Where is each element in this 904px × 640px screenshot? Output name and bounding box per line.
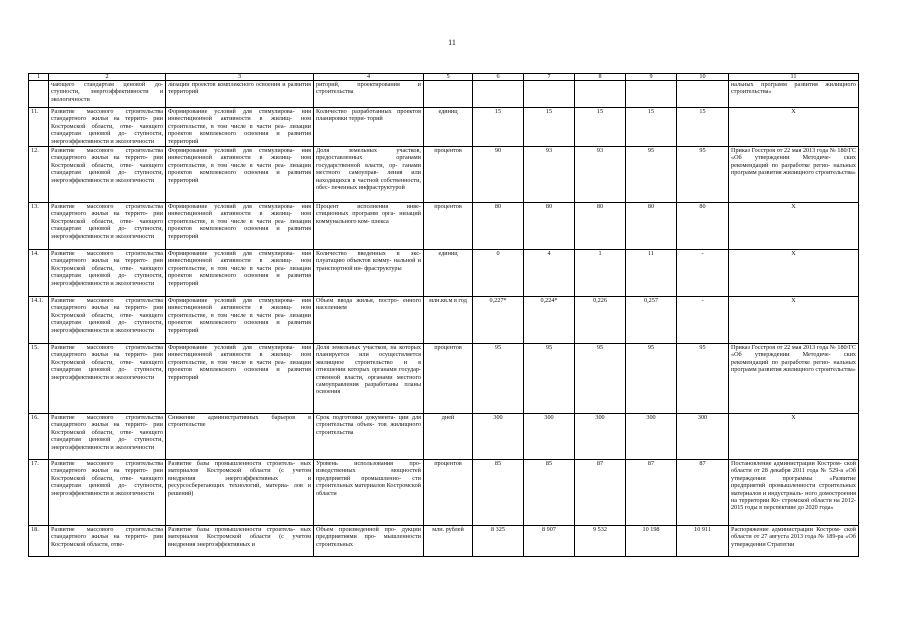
indicator-cell: Объем ввода жилья, постро- енного населением <box>314 297 424 344</box>
header-cell: 10 <box>677 74 729 81</box>
value-cell: 0,226 <box>575 297 626 344</box>
table-row <box>29 460 859 526</box>
indicators-table <box>28 73 859 557</box>
source-cell: Приказ Госстроя от 22 мая 2013 года № 180/ГС «Об утверждении Методиче- ских рекомендаций по разработке регио- нальных программ развития жилищного строительства» <box>729 147 859 203</box>
row-number: 17. <box>29 460 49 526</box>
header-row <box>29 74 859 81</box>
indicator-cell: Доля земельных участков, на которых планируется или осуществляется жилищное строительство и в отношении которых органами государ- ственной власти, органами местного самоуправления разработаны планы освоения <box>314 344 424 414</box>
value-cell: 93 <box>575 147 626 203</box>
value-cell: 95 <box>626 344 677 414</box>
indicator-cell: Количество разработанных проектов планировки терри- торий <box>314 108 424 147</box>
value-cell: 0 <box>473 250 524 297</box>
table-row <box>29 526 859 557</box>
task-cell: Формирование условий для стимулирова- ния инвестиционной активности в жилищ- ном строительстве, в том числе в части реа- лизации проектов комплексного освоения и развития территорий <box>166 344 314 414</box>
indicator-cell: Уровень использования про- изводственных мощностей предприятий промышленно- сти строительных материалов Костромской области <box>314 460 424 526</box>
task-cell: Развитие базы промышленности строитель- ных материалов Костромской области (с учетом внедрения энергоэффективных и <box>166 526 314 557</box>
source-cell: Х <box>729 203 859 250</box>
value-cell: 87 <box>626 460 677 526</box>
goal-cell: Развитие массового строительства стандартного жилья на террито- рии Костромской области, отве- чающего стандартам ценовой до- ступности, энергоэффективности и экологичности <box>49 344 166 414</box>
value-cell: 85 <box>524 460 575 526</box>
table-row <box>29 147 859 203</box>
task-cell: Формирование условий для стимулирова- ния инвестиционной активности в жилищ- ном строительстве, в том числе в части реа- лизации проектов комплексного освоения и развития территорий <box>166 203 314 250</box>
value-cell: 1 <box>575 250 626 297</box>
row-number: 18. <box>29 526 49 557</box>
value-cell: 95 <box>524 344 575 414</box>
header-cell: 5 <box>424 74 473 81</box>
header-cell: 4 <box>314 74 424 81</box>
goal-cell: Развитие массового строительства стандартного жилья на террито- рии Костромской области, отве- чающего стандартам ценовой до- ступности, энергоэффективности и экологичности <box>49 147 166 203</box>
goal-cell: Развитие массового строительства стандартного жилья на террито- рии Костромской области, отве- чающего стандартам ценовой до- ступности, энергоэффективности и экологичности <box>49 460 166 526</box>
task-cell: Снижение административных барьеров в строительстве <box>166 414 314 460</box>
row-number: 13. <box>29 203 49 250</box>
unit-cell: процентов <box>424 203 473 250</box>
header-cell: 1 <box>29 74 49 81</box>
value-cell: 93 <box>524 147 575 203</box>
table-row <box>29 297 859 344</box>
table-row <box>29 414 859 460</box>
value-cell: 80 <box>677 203 729 250</box>
row-number <box>29 81 49 108</box>
unit-cell: дней <box>424 414 473 460</box>
task-cell: Формирование условий для стимулирова- ния инвестиционной активности в жилищ- ном строительстве, в том числе в части реа- лизации проектов комплексного освоения и развития территорий <box>166 147 314 203</box>
table-row <box>29 250 859 297</box>
value-cell: 15 <box>473 108 524 147</box>
source-cell: Х <box>729 108 859 147</box>
value-cell <box>473 81 524 108</box>
value-cell: 85 <box>473 460 524 526</box>
source-cell: Постановление администрации Костром- ской области от 28 декабря 2011 года № 529-а «Об утверждении программы «Развитие предприятий промышленности строительных материалов и индустриаль- ного домостроения на территории Ко- стромской области на 2012-2015 годы в перспективе до 2020 года» <box>729 460 859 526</box>
value-cell: 0,227* <box>473 297 524 344</box>
unit-cell: единиц <box>424 250 473 297</box>
goal-cell: Развитие массового строительства стандартного жилья на террито- рии Костромской области, отве- чающего стандартам ценовой до- ступности, энергоэффективности и экологичности <box>49 297 166 344</box>
source-cell: Приказ Госстроя от 22 мая 2013 года № 180/ГС «Об утверждении Методиче- ских рекомендаций по разработке регио- нальных программ развития жилищного строительства» <box>729 344 859 414</box>
indicator-cell: риторий, проектирования и строительства <box>314 81 424 108</box>
source-cell: нальных программ развития жилищного строительства» <box>729 81 859 108</box>
row-number: 15. <box>29 344 49 414</box>
row-number: 16. <box>29 414 49 460</box>
unit-cell: процентов <box>424 460 473 526</box>
value-cell: 4 <box>524 250 575 297</box>
unit-cell: млн. рублей <box>424 526 473 557</box>
row-number: 11. <box>29 108 49 147</box>
header-cell: 7 <box>524 74 575 81</box>
header-cell: 3 <box>166 74 314 81</box>
goal-cell: Развитие массового строительства стандартного жилья на террито- рии Костромской области, отве- чающего стандартам ценовой до- ступности, энергоэффективности и экологичности <box>49 414 166 460</box>
unit-cell: процентов <box>424 147 473 203</box>
value-cell: 95 <box>677 147 729 203</box>
table-row <box>29 344 859 414</box>
source-cell: Х <box>729 297 859 344</box>
value-cell: 87 <box>575 460 626 526</box>
indicator-cell: Доля земельных участков, предоставленных органами государственной власти, ор- ганами местного самоуправ- ления или находящихся в частной собственности, обес- печенных инфраструктурой <box>314 147 424 203</box>
value-cell: 300 <box>626 414 677 460</box>
value-cell <box>575 81 626 108</box>
value-cell <box>677 81 729 108</box>
value-cell: 11 <box>626 250 677 297</box>
goal-cell: Развитие массового строительства стандартного жилья на террито- рии Костромской области, отве- чающего стандартам ценовой до- ступности, энергоэффективности и экологичности <box>49 203 166 250</box>
value-cell: 8 907 <box>524 526 575 557</box>
unit-cell: единиц <box>424 108 473 147</box>
source-cell: Х <box>729 250 859 297</box>
value-cell: 15 <box>677 108 729 147</box>
indicator-cell: Срок подготовки документа- ции для строительства объек- тов жилищного строительства <box>314 414 424 460</box>
header-cell: 2 <box>49 74 166 81</box>
value-cell: 15 <box>626 108 677 147</box>
row-number: 14.1. <box>29 297 49 344</box>
row-number: 14. <box>29 250 49 297</box>
value-cell: 10 198 <box>626 526 677 557</box>
header-cell: 8 <box>575 74 626 81</box>
goal-cell: Развитие массового строительства стандартного жилья на террито- рии Костромской области, отве- <box>49 526 166 557</box>
table-row <box>29 108 859 147</box>
goal-cell: Развитие массового строительства стандартного жилья на террито- рии Костромской области, отве- чающего стандартам ценовой до- ступности, энергоэффективности и экологичности <box>49 250 166 297</box>
value-cell: 8 325 <box>473 526 524 557</box>
value-cell: 95 <box>626 147 677 203</box>
value-cell <box>626 81 677 108</box>
value-cell: 300 <box>575 414 626 460</box>
goal-cell: Развитие массового строительства стандартного жилья на террито- рии Костромской области, отве- чающего стандартам ценовой до- ступности, энергоэффективности и экологичности <box>49 108 166 147</box>
value-cell: 0,224* <box>524 297 575 344</box>
value-cell: 15 <box>524 108 575 147</box>
unit-cell: млн.кв.м в год <box>424 297 473 344</box>
value-cell: 80 <box>626 203 677 250</box>
table-row <box>29 203 859 250</box>
value-cell: 95 <box>575 344 626 414</box>
value-cell: - <box>677 297 729 344</box>
table-row <box>29 81 859 108</box>
value-cell: 87 <box>677 460 729 526</box>
value-cell: 300 <box>524 414 575 460</box>
row-number: 12. <box>29 147 49 203</box>
indicator-cell: Объем произведенной про- дукции предприятиями про- мышленности строительных <box>314 526 424 557</box>
indicator-cell: Количество введенных в экс- плуатацию объектов комму- нальной и транспортной ин- фраструктуры <box>314 250 424 297</box>
value-cell: 300 <box>677 414 729 460</box>
value-cell <box>524 81 575 108</box>
indicator-cell: Процент исполнения инве- стиционных программ орга- низаций коммунального ком- плекса <box>314 203 424 250</box>
value-cell: 300 <box>473 414 524 460</box>
value-cell: 10 911 <box>677 526 729 557</box>
task-cell: лизации проектов комплексного освоения и развития территорий <box>166 81 314 108</box>
value-cell: 95 <box>473 344 524 414</box>
value-cell: 15 <box>575 108 626 147</box>
goal-cell: чающего стандартам ценовой до- ступности, энергоэффективности и экологичности <box>49 81 166 108</box>
value-cell: 80 <box>575 203 626 250</box>
value-cell: - <box>677 250 729 297</box>
value-cell: 0,257 <box>626 297 677 344</box>
task-cell: Формирование условий для стимулирова- ния инвестиционной активности в жилищ- ном строительстве, в том числе в части реа- лизации проектов комплексного освоения и развития территорий <box>166 250 314 297</box>
unit-cell: процентов <box>424 344 473 414</box>
task-cell: Формирование условий для стимулирова- ния инвестиционной активности в жилищ- ном строительстве, в том числе в части реа- лизации проектов комплексного освоения и развития территорий <box>166 108 314 147</box>
source-cell: Распоряжение администрации Костром- ской области от 27 августа 2013 года № 189-ра «Об утверждении Стратегии <box>729 526 859 557</box>
value-cell: 90 <box>473 147 524 203</box>
value-cell: 80 <box>473 203 524 250</box>
value-cell: 95 <box>677 344 729 414</box>
value-cell: 9 532 <box>575 526 626 557</box>
header-cell: 9 <box>626 74 677 81</box>
value-cell: 80 <box>524 203 575 250</box>
header-cell: 6 <box>473 74 524 81</box>
task-cell: Развитие базы промышленности строитель- ных материалов Костромской области (с учетом внедрения энергоэффективных и ресурсосберегающих технологий, материа- лов и решений) <box>166 460 314 526</box>
unit-cell <box>424 81 473 108</box>
task-cell: Формирование условий для стимулирова- ния инвестиционной активности в жилищ- ном строительстве, в том числе в части реа- лизации проектов комплексного освоения и развития территорий <box>166 297 314 344</box>
source-cell: Х <box>729 414 859 460</box>
header-cell: 11 <box>729 74 859 81</box>
page-number: 11 <box>448 38 456 47</box>
